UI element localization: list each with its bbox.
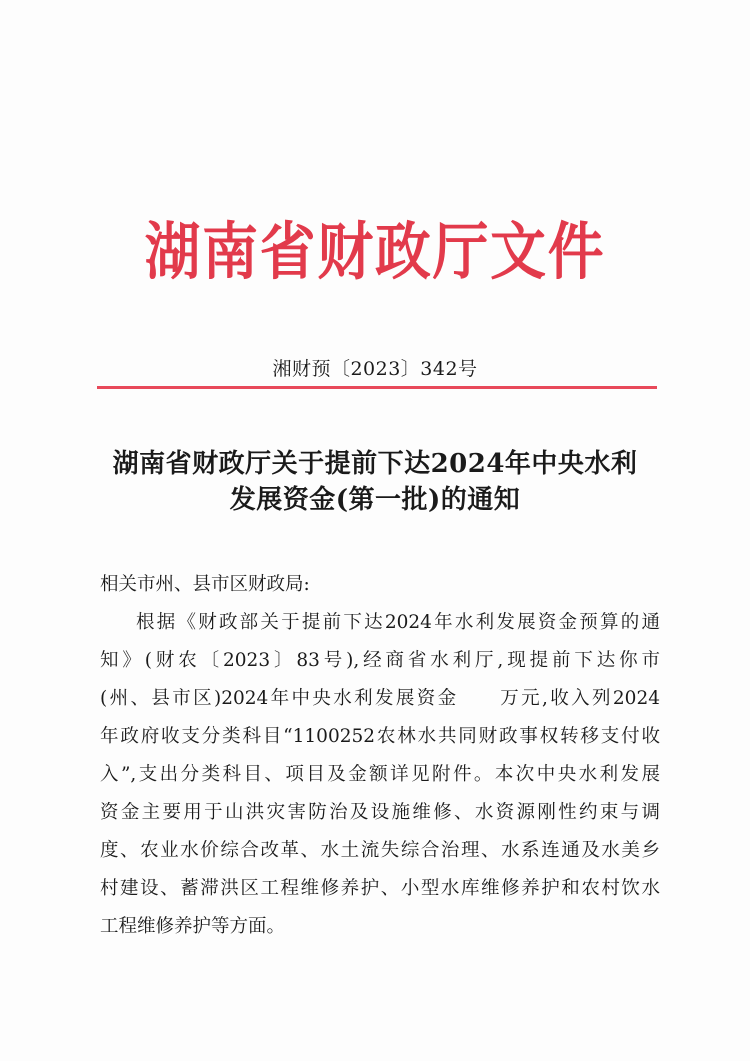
body-line: (州、县市区)2024年中央水利发展资金 万元,收入列2024: [100, 688, 660, 709]
body-line: 村建设、蓄滞洪区工程维修养护、小型水库维修养护和农村饮水: [100, 878, 660, 899]
red-divider-line: [97, 386, 657, 389]
document-title: [60, 446, 690, 518]
title-line-2: 发展资金(第一批)的通知: [229, 485, 521, 515]
title-line-1: 湖南省财政厅关于提前下达2024年中央水利: [112, 449, 638, 479]
body-line: 入”,支出分类科目、项目及金额详见附件。本次中央水利发展: [100, 764, 660, 785]
body-line: 资金主要用于山洪灾害防治及设施维修、水资源刚性约束与调: [100, 802, 660, 823]
body-line: 度、农业水价综合改革、水土流失综合治理、水系连通及水美乡: [100, 840, 660, 861]
salutation: 相关市州、县市区财政局:: [100, 574, 310, 595]
document-body: [100, 566, 660, 946]
body-line: 年政府收支分类科目“1100252农林水共同财政事权转移支付收: [100, 726, 660, 747]
body-line: 知》(财农〔2023〕83号),经商省水利厅,现提前下达你市: [100, 650, 660, 671]
body-line: 工程维修养护等方面。: [100, 916, 286, 937]
document-masthead: 湖南省财政厅文件: [144, 215, 606, 288]
body-line: 根据《财政部关于提前下达2024年水利发展资金预算的通: [136, 612, 660, 633]
document-number: 湘财预〔2023〕342号: [272, 358, 478, 380]
